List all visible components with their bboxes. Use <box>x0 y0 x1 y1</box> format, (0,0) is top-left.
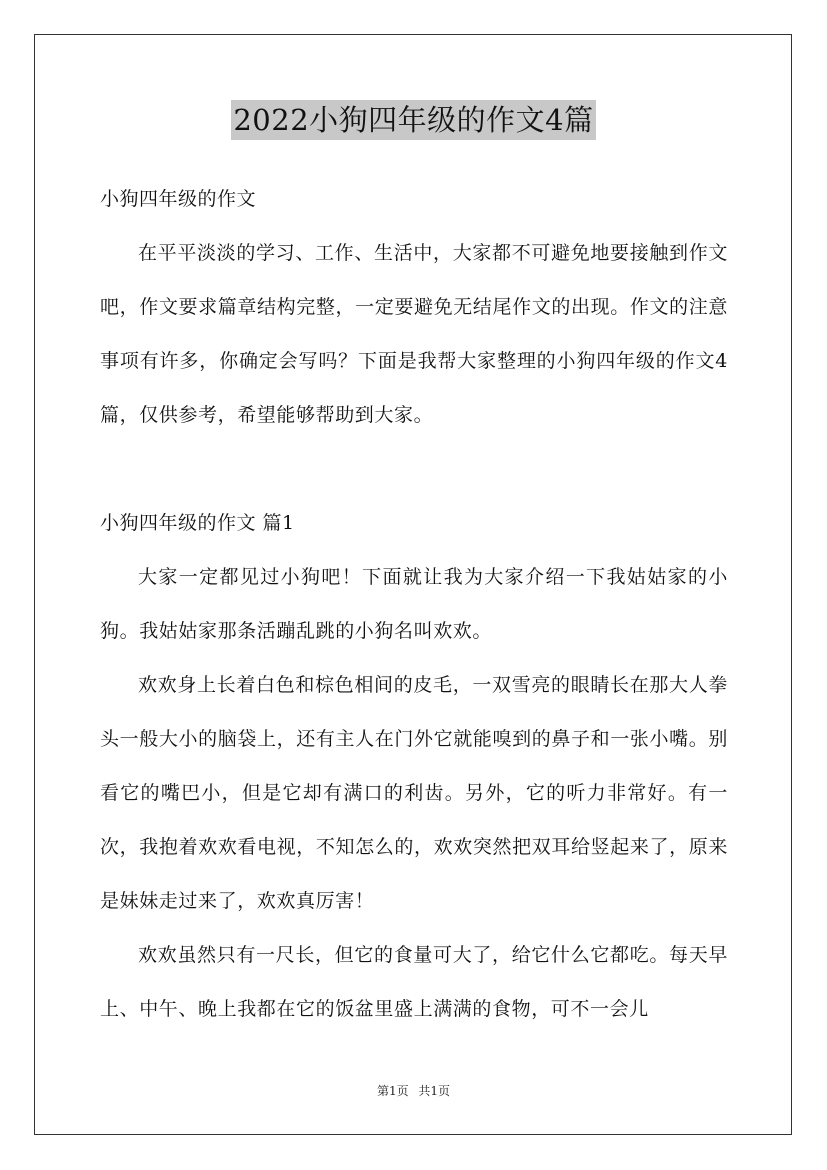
intro-paragraph: 在平平淡淡的学习、工作、生活中，大家都不可避免地要接触到作文吧，作文要求篇章结构完整，一定要避免无结尾作文的出现。作文的注意事项有许多，你确定会写吗？下面是我帮大家整理的小狗四年级的作文4篇，仅供参考，希望能够帮助到大家。 <box>100 242 728 426</box>
document-title: 2022小狗四年级的作文4篇 <box>231 100 595 140</box>
section-spacer <box>100 442 728 496</box>
body-paragraph: 欢欢虽然只有一尺长，但它的食量可大了，给它什么它都吃。每天早上、中午、晚上我都在它的饭盆里盛上满满的食物，可不一会儿 <box>100 944 728 1020</box>
section-heading: 小狗四年级的作文 篇1 <box>100 512 295 534</box>
body-paragraph: 欢欢身上长着白色和棕色相间的皮毛，一双雪亮的眼睛长在那大人拳头一般大小的脑袋上，还有主人在门外它就能嗅到的鼻子和一张小嘴。别看它的嘴巴小，但是它却有满口的利齿。另外，它的听力非常好。有一次，我抱着欢欢看电视，不知怎么的，欢欢突然把双耳给竖起来了，原来是妹妹走过来了，欢欢真厉害！ <box>100 674 728 912</box>
document-body <box>100 172 728 1036</box>
page-number: 第1页 <box>376 1084 409 1098</box>
page-total: 共1页 <box>418 1084 451 1098</box>
title-container <box>0 100 827 140</box>
intro-heading: 小狗四年级的作文 <box>100 188 257 210</box>
body-paragraph: 大家一定都见过小狗吧！下面就让我为大家介绍一下我姑姑家的小狗。我姑姑家那条活蹦乱跳的小狗名叫欢欢。 <box>100 566 728 642</box>
page-footer <box>0 1083 827 1099</box>
